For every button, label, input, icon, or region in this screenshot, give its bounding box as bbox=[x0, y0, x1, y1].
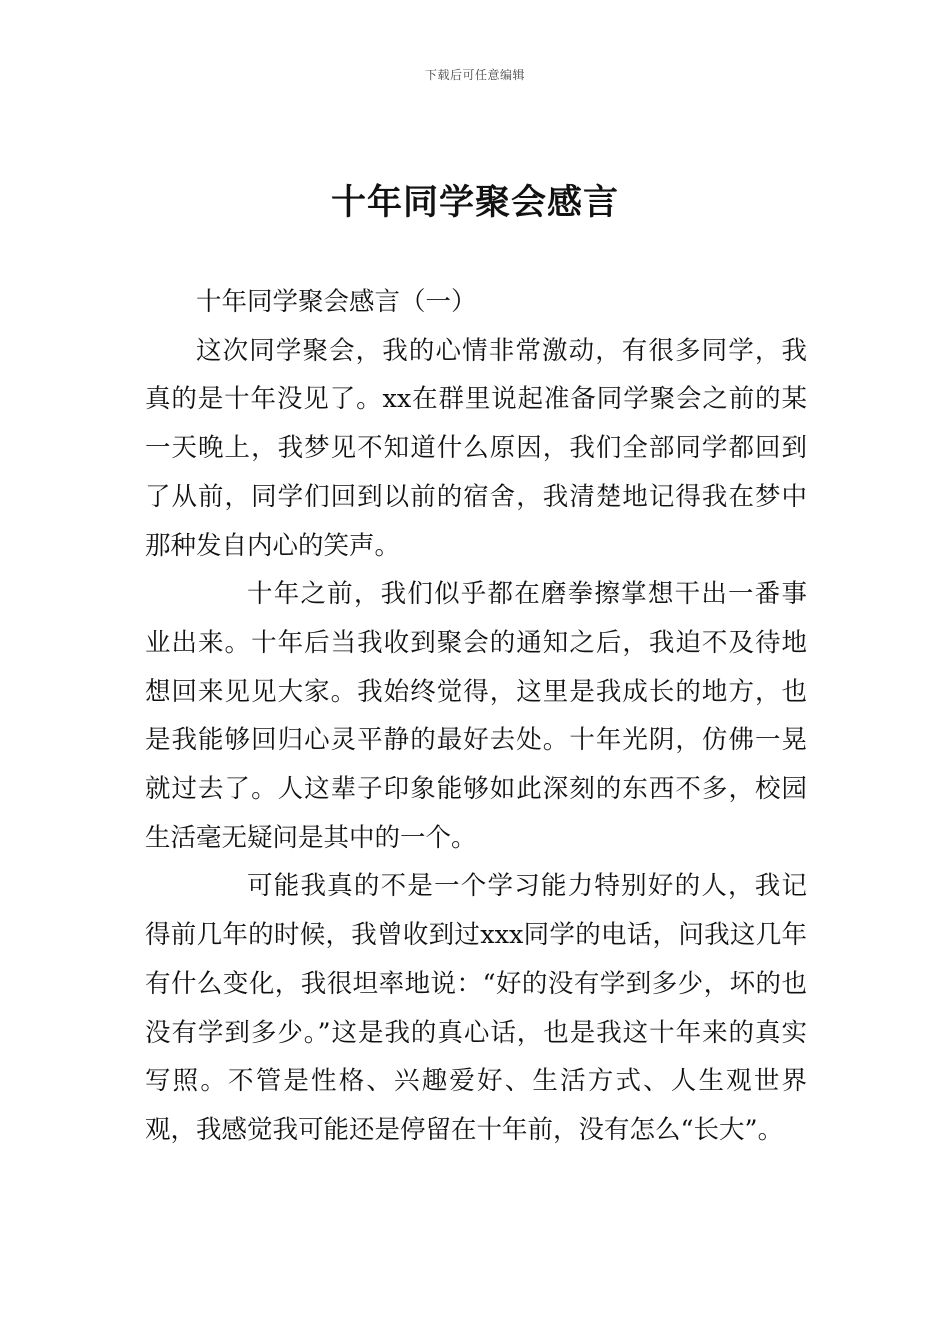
paragraph: 这次同学聚会，我的心情非常激动，有很多同学，我真的是十年没见了。xx在群里说起准备同学聚会之前的某一天晚上，我梦见不知道什么原因，我们全部同学都回到了从前，同学们回到以前的宿舍，我清楚地记得我在梦中那种发自内心的笑声。 bbox=[145, 335, 807, 561]
document-body bbox=[145, 278, 807, 1155]
document-title: 十年同学聚会感言 bbox=[330, 183, 619, 223]
section-subtitle: 十年同学聚会感言（一） bbox=[196, 287, 477, 317]
paragraph: 十年之前，我们似乎都在磨拳擦掌想干出一番事业出来。十年后当我收到聚会的通知之后，我迫不及待地想回来见见大家。我始终觉得，这里是我成长的地方，也是我能够回归心灵平静的最好去处。十年光阴，仿佛一晃就过去了。人这辈子印象能够如此深刻的东西不多，校园生活毫无疑问是其中的一个。 bbox=[145, 579, 807, 853]
paragraph: 可能我真的不是一个学习能力特别好的人，我记得前几年的时候，我曾收到过xxx同学的电话，问我这几年有什么变化，我很坦率地说：“好的没有学到多少，坏的也没有学到多少。”这是我的真心话，也是我这十年来的真实写照。不管是性格、兴趣爱好、生活方式、人生观世界观，我感觉我可能还是停留在十年前，没有怎么“长大”。 bbox=[145, 871, 807, 1145]
header-note: 下载后可任意编辑 bbox=[424, 68, 525, 82]
